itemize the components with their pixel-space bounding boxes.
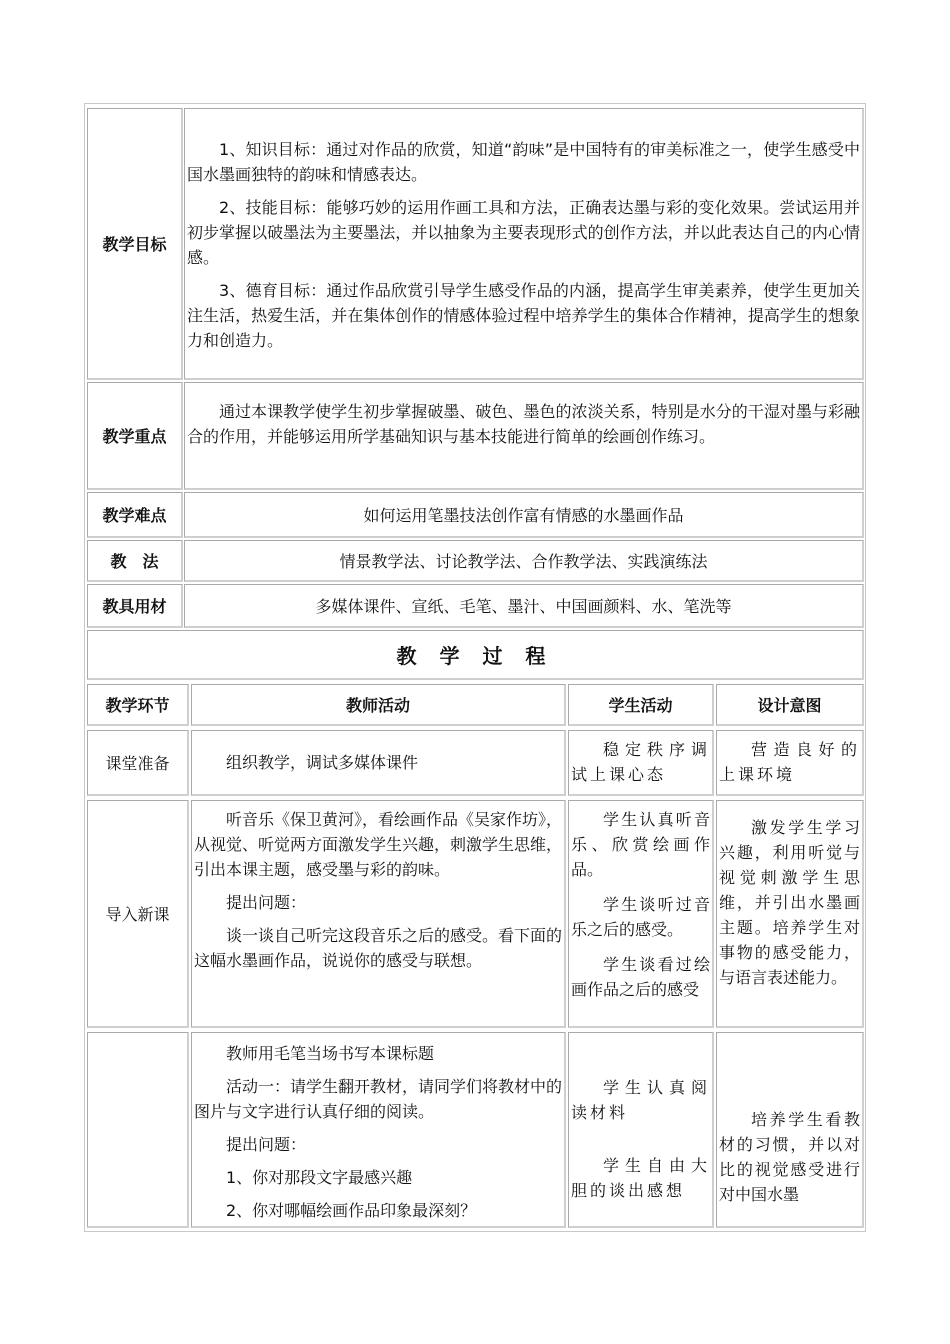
header-stage: 教学环节 (87, 684, 189, 726)
goals-content (184, 108, 864, 380)
key-points-label: 教学重点 (87, 382, 183, 490)
student-activity: 稳定秩序调试上课心态 (571, 740, 710, 784)
methods-label: 教 法 (87, 540, 183, 582)
stage-cell (87, 1032, 189, 1228)
stage-cell: 课堂准备 (87, 730, 189, 796)
design-intent: 激发学生学习兴趣，利用听觉与视觉刺激学生思维，并引出水墨画主题。培养学生对事物的感受能力，与语言表述能力。 (719, 818, 860, 987)
difficulty-content: 如何运用笔墨技法创作富有情感的水墨画作品 (184, 492, 864, 538)
design-intent: 培养学生看教材的习惯，并以对比的视觉感受进行对中国水墨 (719, 1110, 860, 1204)
teacher-activity: 1、你对那段文字最感兴趣 (226, 1168, 413, 1187)
goal-moral: 3、德育目标：通过作品欣赏引导学生感受作品的内涵，提高学生审美素养，使学生更加关注生活，热爱生活，并在集体创作的情感体验过程中培养学生的集体合作精神，提高学生的想象力和创造力。 (187, 281, 860, 350)
materials-content: 多媒体课件、宣纸、毛笔、墨汁、中国画颜料、水、笔洗等 (184, 584, 864, 628)
teacher-activity: 2、你对哪幅绘画作品印象最深刻？ (226, 1201, 477, 1220)
teacher-activity: 谈一谈自己听完这段音乐之后的感受。看下面的这幅水墨画作品，说说你的感受与联想。 (194, 926, 563, 970)
materials-label: 教具用材 (87, 584, 183, 628)
methods-content: 情景教学法、讨论教学法、合作教学法、实践演练法 (184, 540, 864, 582)
difficulty-label: 教学难点 (87, 492, 183, 538)
stage-cell: 导入新课 (87, 800, 189, 1028)
header-student: 学生活动 (568, 684, 714, 726)
student-activity: 学生自由大胆的谈出感想 (571, 1156, 710, 1200)
teacher-activity: 活动一：请学生翻开教材，请同学们将教材中的图片与文字进行认真仔细的阅读。 (194, 1077, 563, 1121)
teacher-cell (191, 730, 566, 796)
header-teacher: 教师活动 (191, 684, 566, 726)
student-cell (568, 730, 714, 796)
teacher-cell (191, 800, 566, 1028)
teacher-activity: 组织教学，调试多媒体课件 (226, 753, 419, 772)
key-points-text: 通过本课教学使学生初步掌握破墨、破色、墨色的浓淡关系，特别是水分的干湿对墨与彩融合的作用，并能够运用所学基础知识与基本技能进行简单的绘画创作练习。 (187, 402, 860, 446)
header-intent: 设计意图 (716, 684, 864, 726)
goal-skill: 2、技能目标：能够巧妙的运用作画工具和方法，正确表达墨与彩的变化效果。尝试运用并初步掌握以破墨法为主要墨法，并以抽象为主要表现形式的创作方法，并以此表达自己的内心情感。 (187, 198, 860, 267)
teacher-activity: 提出问题： (226, 1135, 307, 1154)
design-intent: 营造良好的上课环境 (719, 740, 860, 784)
student-cell (568, 800, 714, 1028)
goal-knowledge: 1、知识目标：通过对作品的欣赏，知道“韵味”是中国特有的审美标准之一，使学生感受中国水墨画独特的韵味和情感表达。 (187, 140, 860, 184)
student-activity: 学生谈看过绘画作品之后的感受 (571, 955, 710, 999)
teacher-cell (191, 1032, 566, 1228)
intent-cell (716, 1032, 864, 1228)
student-activity: 学生认真听音乐、欣赏绘画作品。 (571, 810, 710, 879)
student-activity: 学生认真阅读材料 (571, 1078, 710, 1122)
teacher-activity: 教师用毛笔当场书写本课标题 (226, 1044, 435, 1063)
process-title: 教 学 过 程 (87, 630, 864, 680)
intent-cell (716, 730, 864, 796)
student-cell (568, 1032, 714, 1228)
goals-label: 教学目标 (87, 108, 183, 380)
key-points-content (184, 382, 864, 490)
teacher-activity: 听音乐《保卫黄河》，看绘画作品《吴家作坊》，从视觉、听觉两方面激发学生兴趣，刺激学生思维，引出本课主题，感受墨与彩的韵味。 (194, 810, 563, 879)
intent-cell (716, 800, 864, 1028)
teacher-activity: 提出问题： (226, 893, 307, 912)
student-activity: 学生谈听过音乐之后的感受。 (571, 895, 710, 939)
